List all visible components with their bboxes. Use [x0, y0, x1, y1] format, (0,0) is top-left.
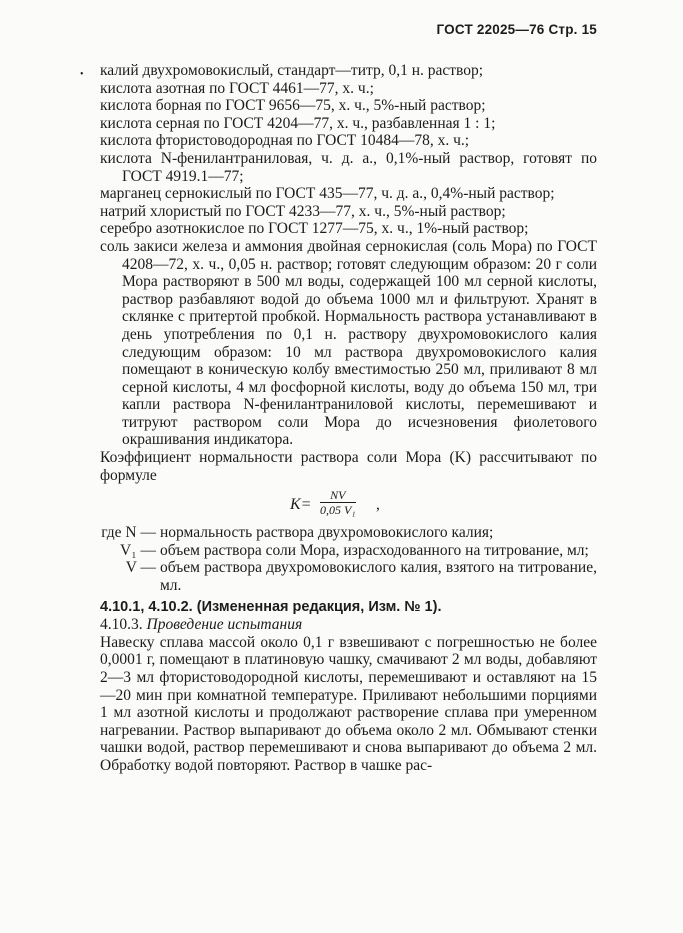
reagent-list: [100, 62, 597, 238]
formula-fraction: [320, 488, 356, 517]
reagent-item: серебро азотнокислое по ГОСТ 1277—75, х. ч., 1%-ный раствор;: [100, 220, 529, 238]
section-heading: [100, 616, 597, 634]
definition-text: объем раствора соли Мора, израсходованного на титрование, мл;: [160, 541, 589, 559]
amendment-note: 4.10.1, 4.10.2. (Измененная редакция, Изм. № 1).: [100, 598, 442, 615]
reagent-item: кислота азотная по ГОСТ 4461—77, х. ч.;: [100, 79, 374, 97]
normality-formula: [100, 488, 597, 520]
reagent-item: кислота N-фенилантраниловая, ч. д. а., 0,1%-ный раствор, готовят по ГОСТ 4919.1—77;: [100, 149, 597, 185]
formula-lhs: K=: [290, 496, 312, 514]
definition-symbol: V₁ —: [120, 541, 156, 559]
mohr-salt-paragraph: соль закиси железа и аммония двойная сернокислая (соль Мора) по ГОСТ 4208—72, х. ч., 0,05 н. раствор; готовят следующим образом: 20 г соли Мора растворяют в 500 мл воды, содержащей 100 мл серной кислоты, раствор разбавляют водой до объема 1000 мл и фильтруют. Хранят в склянке с притертой пробкой. Нормальность раствора устанавливают в день употребления по 0,1 н. раствору двухромовокислого калия следующим образом: 10 мл раствора двухромовокислого калия помещают в коническую колбу вместимостью 250 мл, приливают 8 мл серной кислоты, 4 мл фосфорной кислоты, воду до объема 150 мл, три капли раствора N-фенилантраниловой кислоты, перемешивают и титруют раствором соли Мора до исчезновения фиолетового окрашивания индикатора.: [100, 237, 597, 449]
procedure-paragraph: Навеску сплава массой около 0,1 г взвешивают с погрешностью не более 0,0001 г, помещают в платиновую чашку, смачивают 2 мл воды, добавляют 2—3 мл фтористоводородной кислоты, перемешивают и оставляют на 15—20 мин при комнатной температуре. Приливают небольшими порциями 1 мл азотной кислоты и продолжают растворение сплава при умеренном нагревании. Раствор выпаривают до объема около 2 мл. Обмывают стенки чашки водой, раствор перемешивают и снова выпаривают до объема 2 мл. Обработку водой повторяют. Раствор в чашке рас-: [100, 633, 597, 774]
formula-trail: ,: [376, 496, 380, 514]
section-title: Проведение испытания: [146, 616, 303, 634]
section-number: 4.10.3.: [100, 616, 143, 634]
reagent-item: натрий хлористый по ГОСТ 4233—77, х. ч., 5%-ный раствор;: [100, 202, 506, 220]
formula-denominator: 0,05 V₁: [320, 503, 356, 518]
definition-symbol: V —: [125, 559, 156, 577]
reagent-item: кислота фтористоводородная по ГОСТ 10484—78, х. ч.;: [100, 132, 470, 150]
reagent-item: кислота серная по ГОСТ 4204—77, х. ч., разбавленная 1 : 1;: [100, 114, 496, 132]
definition-text: нормальность раствора двухромовокислого калия;: [160, 524, 494, 542]
formula-definitions: [78, 524, 597, 594]
reagent-item: кислота борная по ГОСТ 9656—75, х. ч., 5%-ный раствор;: [100, 97, 486, 115]
page-header: ГОСТ 22025—76 Стр. 15: [436, 22, 597, 37]
margin-dot: •: [80, 69, 84, 80]
formula-numerator: NV: [320, 488, 356, 503]
definition-row: [78, 524, 597, 542]
definition-row: [78, 542, 597, 560]
coefficient-intro: Коэффициент нормальности раствора соли Мора (K) рассчитывают по формуле: [100, 449, 597, 484]
definition-text: объем раствора двухромовокислого калия, взятого на титрование, мл.: [160, 559, 597, 595]
definition-symbol: где N —: [101, 524, 156, 542]
definition-row: [78, 559, 597, 594]
reagent-item: калий двухромовокислый, стандарт—титр, 0,1 н. раствор;: [100, 62, 484, 79]
document-body: [100, 62, 597, 775]
reagent-item: марганец сернокислый по ГОСТ 435—77, ч. д. а., 0,4%-ный раствор;: [100, 185, 555, 203]
